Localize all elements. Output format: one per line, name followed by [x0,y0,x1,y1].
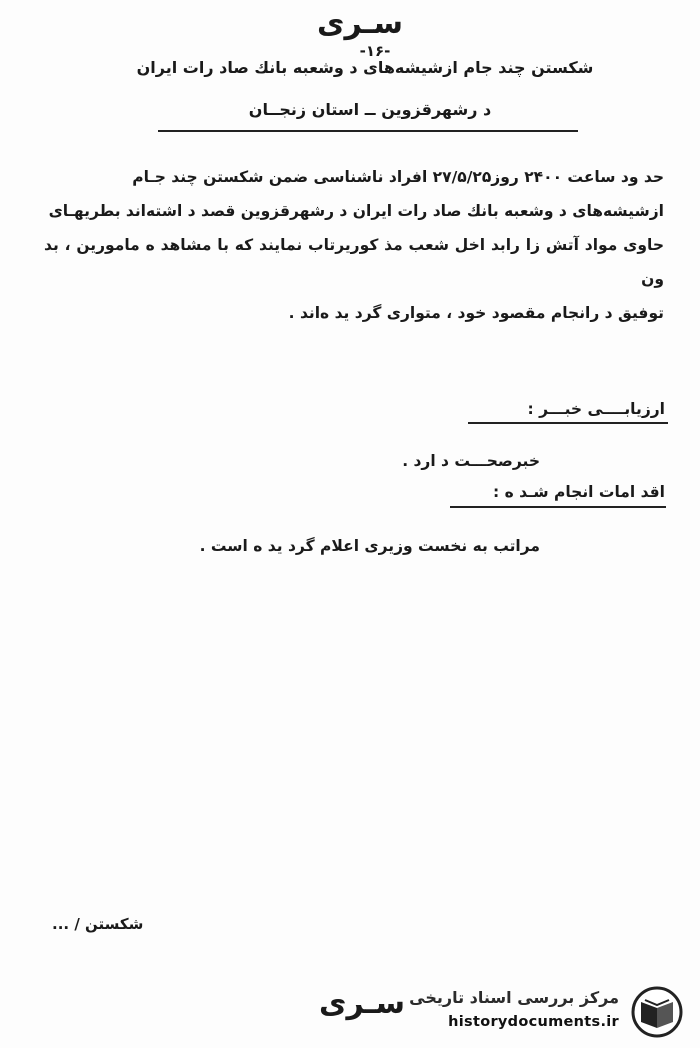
document-number: -۱۶- [359,42,391,60]
classification-stamp-bottom: سـرى [319,986,405,1021]
reference-code: شكستن / ... [52,915,144,933]
watermark [409,984,695,1040]
report-line: ازشيشه‌هاى د وشعبه بانك صاد رات ايران د رشهرقزوين قصد د اشته‌اند بطريهـاى [48,202,664,220]
open-book-icon [627,986,687,1038]
actions-value: مراتب به نخست وزيرى اعلام گرد يد ه است . [199,537,540,555]
watermark-url: historydocuments.ir [448,1014,619,1030]
report-line: حاوى مواد آتش زا رابد اخل شعب مذ كوريرتاب نمايند كه با مشاهد ه مامورين ، بد ون [44,236,664,288]
assessment-underline [468,422,668,424]
actions-label: اقد امات انجام شـد ه : [492,483,665,501]
title-underline [158,130,578,132]
actions-underline [450,506,666,508]
report-line: توفيق د رانجام مقصود خود ، متوارى گرد يد ه‌اند . [288,304,664,322]
assessment-value: خبرصحـــت د ارد . [402,452,540,470]
assessment-label: ارزيابــــى خبـــر : [527,400,665,418]
watermark-name: مرکز بررسی اسناد تاریخی [409,988,619,1007]
classification-stamp-top: سـرى [317,6,403,41]
report-line: حد ود ساعت ۲۴۰۰ روز۲۷/۵/۲۵ افراد ناشناسى ضمن شكستن چند جـام [132,168,664,186]
report-body [44,160,664,330]
document-title-line1: شكستن چند جام ازشيشه‌هاى د وشعبه بانك صاد رات ايران [136,58,594,77]
document-title-line2: د رشهرقزوين ــ استان زنجــان [248,100,492,119]
